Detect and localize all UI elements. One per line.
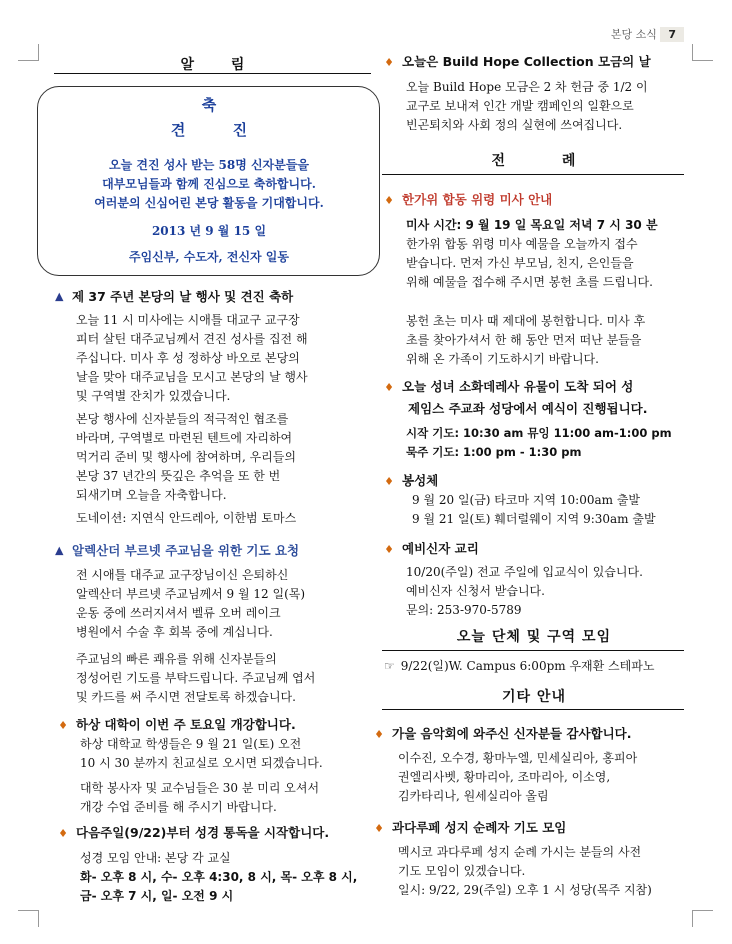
- misc-title: 기타 안내: [502, 689, 566, 705]
- item-prayer-request-title: ▼ 알렉산더 부르넷 주교님을 위한 기도 요청: [52, 541, 299, 559]
- memorial-para1: 한가위 합동 위령 미사 예물을 오늘까지 접수 받습니다. 먼저 가신 부모님, 친지, 은인들을 위해 예물을 접수해 주시면 봉헌 초를 드립니다.: [406, 237, 653, 289]
- congrats-sign: 주임신부, 수도자, 전신자 일동: [129, 250, 289, 264]
- page-number: 7: [660, 27, 684, 42]
- divider: [54, 73, 371, 74]
- prayer-para2: 주교님의 빠른 쾌유를 위해 신자분들의 정성어린 기도를 부탁드립니다. 주교님께 엽서 및 카드를 써 주시면 전달토록 하겠습니다.: [76, 652, 316, 704]
- bible-info: 성경 모임 안내: 본당 각 교실 화- 오후 8 시, 수- 오후 4:30, 8 시, 목- 오후 8 시, 금- 오후 7 시, 일- 오전 9 시: [80, 851, 358, 903]
- anniversary-donation: 도네이션: 지연식 안드레아, 이한범 토마스: [76, 511, 297, 525]
- groups-title: 오늘 단체 및 구역 모임: [456, 629, 612, 645]
- header-section: 본당 소식: [610, 28, 657, 41]
- item-buildhope-title: ♦ 오늘은 Build Hope Collection 모금의 날: [382, 52, 651, 70]
- memorial-time: 미사 시간: 9 월 19 일 목요일 저녁 7 시 30 분: [406, 218, 658, 232]
- communion-lines: 9 월 20 일(금) 타코마 지역 10:00am 출발 9 월 21 일(토) 훼더럴웨이 지역 9:30am 출발: [412, 493, 656, 526]
- pointing-hand-icon: ☞: [384, 659, 395, 673]
- candle-bullet-icon: ♦: [374, 728, 384, 741]
- catechumen-lines: 10/20(주일) 전교 주일에 입교식이 있습니다. 예비신자 신청서 받습니다. 문의: 253-970-5789: [406, 565, 643, 617]
- arrow-bullet-icon: ▼: [54, 291, 64, 304]
- crop-mark: [692, 44, 713, 61]
- congrats-msg-line: 대부모님들과 함께 진심으로 축하합니다.: [102, 177, 316, 191]
- guadalupe-lines: 멕시코 과다루페 성지 순례 가시는 분들의 사전 기도 모임이 있겠습니다. 일시: 9/22, 29(주일) 오후 1 시 성당(목주 지참): [398, 845, 652, 897]
- arrow-bullet-icon: ▼: [54, 545, 64, 558]
- liturgy-title: 전 례: [491, 153, 577, 169]
- relics-times: 시작 기도: 10:30 am 뮤잉 11:00 am-1:00 pm 묵주 기도: 1:00 pm - 1:30 pm: [406, 426, 672, 459]
- item-memorial-mass-title: ♦ 한가위 합동 위령 미사 안내: [382, 190, 552, 208]
- hasang-para1: 하상 대학교 학생들은 9 월 21 일(토) 오전 10 시 30 분까지 친교실로 오시면 되겠습니다.: [80, 737, 323, 770]
- congrats-msg-line: 여러분의 신심어린 본당 활동을 기대합니다.: [94, 196, 324, 210]
- congrats-line1: 축: [201, 96, 217, 114]
- candle-bullet-icon: ♦: [58, 719, 68, 732]
- congrats-date: 2013 년 9 월 15 일: [151, 224, 267, 238]
- congrats-message: [40, 155, 378, 212]
- anniversary-para2: 본당 행사에 신자분들의 적극적인 협조를 바라며, 구역별로 마련된 텐트에 자리하여 먹거리 준비 및 행사에 참여하며, 우리들의 본당 37 년간의 뜻깊은 추억을 또 한 번 되새기며 오늘을 자축합니다.: [76, 412, 296, 502]
- divider: [382, 174, 684, 175]
- candle-bullet-icon: ♦: [384, 194, 394, 207]
- candle-bullet-icon: ♦: [384, 543, 394, 556]
- crop-mark: [18, 44, 39, 61]
- candle-bullet-icon: ♦: [384, 56, 394, 69]
- candle-bullet-icon: ♦: [374, 822, 384, 835]
- item-catechumen-title: ♦ 예비신자 교리: [382, 539, 479, 557]
- prayer-para1: 전 시애틀 대주교 교구장님이신 은퇴하신 알렉산더 부르넷 주교님께서 9 월 12 일(목) 운동 중에 쓰러지셔서 벨류 오버 레이크 병원에서 수술 후 회복 중에 계십니다.: [76, 568, 306, 639]
- concert-thanks-lines: 이수진, 오수경, 황마누엘, 민세실리아, 홍피아 권엘리사벳, 황마리아, 조마리아, 이소영, 김카타리나, 원세실리아 올림: [398, 751, 638, 803]
- item-concert-thanks-title: ♦ 가을 음악회에 와주신 신자분들 감사합니다.: [372, 724, 632, 742]
- page-header: [611, 26, 684, 42]
- item-relics-title: ♦ 오늘 성녀 소화데레사 유물이 도착 되어 성 제임스 주교좌 성당에서 예식이 진행됩니다.: [382, 376, 648, 419]
- candle-bullet-icon: ♦: [58, 827, 68, 840]
- congrats-heading: [40, 94, 378, 140]
- item-anniversary-title: ▼ 제 37 주년 본당의 날 행사 및 견진 축하: [52, 287, 293, 305]
- crop-mark: [18, 910, 39, 927]
- divider: [382, 650, 684, 651]
- crop-mark: [692, 910, 713, 927]
- congrats-msg-line: 오늘 견진 성사 받는 58명 신자분들을: [109, 158, 309, 172]
- candle-bullet-icon: ♦: [384, 381, 394, 394]
- anniversary-para1: 오늘 11 시 미사에는 시애틀 대교구 교구장 피터 살틴 대주교님께서 견진 성사를 집전 해 주십니다. 미사 후 성 정하상 바오로 본당의 날을 맞아 대주교님을 모시고 본당의 날 행사 및 구역별 잔치가 있겠습니다.: [76, 313, 308, 403]
- notice-title: 알 림: [180, 57, 246, 73]
- item-guadalupe-title: ♦ 과다루페 성지 순례자 기도 모임: [372, 818, 566, 836]
- buildhope-text: 오늘 Build Hope 모금은 2 차 헌금 중 1/2 이 교구로 보내져 인간 개발 캠페인의 일환으로 빈곤퇴치와 사회 정의 실현에 쓰여집니다.: [406, 80, 648, 132]
- hasang-para2: 대학 봉사자 및 교수님들은 30 분 미리 오셔서 개강 수업 준비를 해 주시기 바랍니다.: [80, 781, 320, 814]
- item-bible-title: ♦ 다음주일(9/22)부터 성경 통독을 시작합니다.: [56, 823, 329, 841]
- congrats-line2: 견 진: [170, 121, 248, 139]
- candle-bullet-icon: ♦: [384, 475, 394, 488]
- memorial-para2: 봉헌 초는 미사 때 제대에 봉헌합니다. 미사 후 초를 찾아가셔서 한 해 동안 먼저 떠난 분들을 위해 온 가족이 기도하시기 바랍니다.: [406, 314, 646, 366]
- item-communion-title: ♦ 봉성체: [382, 471, 438, 489]
- divider: [382, 709, 684, 710]
- item-hasang-title: ♦ 하상 대학이 이번 주 토요일 개강합니다.: [56, 715, 296, 733]
- groups-line: ☞ 9/22(일)W. Campus 6:00pm 우재환 스테파노: [384, 659, 655, 673]
